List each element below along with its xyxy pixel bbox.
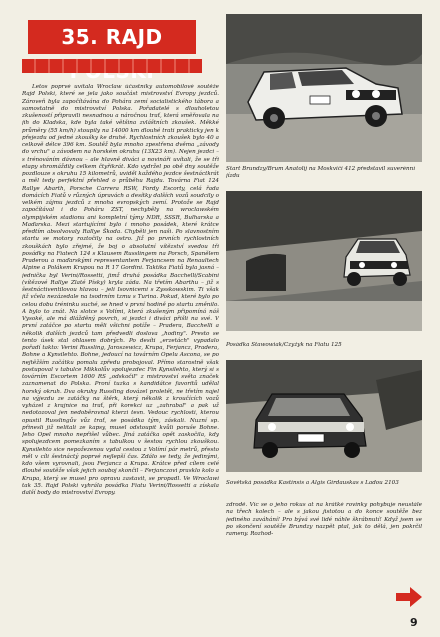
photo-fiat-rally-car xyxy=(226,191,422,331)
photo-caption-2: Posádka Stawowiak/Czyżyk na Fiatu 125 xyxy=(226,342,342,348)
photo-caption-3: Sovětská posádka Kastinsis a Algis Girdauskas s Ladou 2103 xyxy=(226,480,399,486)
title-decorative-bar xyxy=(22,59,202,73)
photo-caption-1: Start Brundzy/Brum Anatolij na Moskviči 412 představil suverénní jízdu xyxy=(226,166,416,180)
article-continuation: zdrodě. Víc se o jeho rokus at na krátké rovinky pohybuje neustále na třech kolech – ale s jakou jistotou a do konce soutěže bez jediného zaváhání! Pro bývá své lidé náhle škrábnutí! Když jsem se po skončení soutěže Brundzy nazpět ptal, jak to dělá, jen pokrčil rameny. Rozhod- xyxy=(226,502,422,537)
photo-lada-rally-car xyxy=(226,360,422,472)
article-title: 35. RAJD xyxy=(28,20,196,54)
page-number: 9 xyxy=(410,616,418,629)
photo-moskvich-rally-car xyxy=(226,14,422,162)
article-body: Letos poprvé uvítala Wroclaw účastníky automobilové soutěže Rajd Polski, které se jela jako součást mistrovství Evropy jezdců. Zároveň byla započítávána do Pohára zemí socialistického tábora a samostatně do mistrovství Polska. Pořadatelé s dlouholetou zkušeností připravili nesnadnou a náročnou trať, která směřovala na jih do Kladska, kde byla také většina zvláštních zkoušek. Měkké průměry (55 km/h) stoupily na 14000 km dlouhé trati prakticky jen k přejezdu od jedné zkoušky ke druhé. Rychlostních zkoušek bylo 40 a celkově délce 396 km. Soutěž byla mnoho zpestřena dvěma „závody do vrchu" a závodem na horském okruhu (13X23 km). Nejen jezdci – s trénováním dávnou – ale hlavně diváci a novináři uvítali, že se tři etapy shromáždily celkem čtyřikrát. Kdo vydržel po obě dny soutěže pozdlouze s okruhu 15 kilometrů, uviděl každého jezdce šestnáctkrát a měl tedy perfektní přehled o průběhu Rajdu. Továrna Fiat 124 Rallye Abarth, Porsche Carrera RSW, Fordy Escorty, celá řada domácích Fiatů v různých úpravách a desítky dalších vozů soudcily o velkém zájmu jezdců z mnoha evropských zemí. Protože se Rajd započítával i do Poháru ZST, nechyběly na wroclawském olympijském stadionu ani kompletní týmy NDR, SSSR, Bulharska a Maďarska. Mezi startujícími bylo i mnoho posádek, které krátce předtím absolvovaly Rallye Škoda. Chyběli jen naši. Po slavnostním startu se motory roztočily na ostro. Již po prvních rychlostních zkouškách bylo zřejmé, že boj o absolutní vítězství svedou tři posádky na Fiatech 124 s Klausem Russlingem na Porsch, Spanělem Praderou a maďarskými representantem Ferjancsem na Renaultech Alpine a Polákem Krupou na R 17 Gordini. Taktika Fiatů byla jasná – jednička byl Verini/Rossetti, jimž druhá posádka Bacchelli/Scabini (vítězové Rallye Zlaté Písky) kryla záda. Na třetím Abarthu – již s šestnáctiventilovou hlavou – jeli Isovnicemi s Zysskowskim. Ti však již včela nezázedale na tsodrním tzmu s Turina. Pokud, které bylo po celou dobu tréninku suché, se hned v první hodině po startu změnilo. A bylo to znát. Na slotce s Volími, která zkušeným připomíná náš Vysoké, ale má dlážděný povrch, si jezdci i diváci přišli na své. V první zatáčce po startu měli všichni potíže – Pradera, Bacchelli a několik dalších jezdců tam předvedli doslova „hodiny". Presto se tento úsek stal ohlasem dobrých. Po desíti „erzetách" vypadalo pořadí takto: Verini Russling, Jaroszewicz, Krupa, Ferjancz, Pradera, Bohne a Kynsilehto. Bohne, jedoucí na továrním Opelu Ascona, se po nejtěžším začátku pomalu zpředu probojoval. Přímo starostně však postupoval v tabulce Mikkolův spolujezdec Fin Kynsilehto, který si s továrním Escortem 1600 RS „odskočil" z mistrovství světa značek zaznamenat do Polska. Proní tuzka s kandidátce favoritů udělal horský okruh. Dva okruhy Russling dovázel proletět, ne třetím najel na výjezdu ze zatáčky na štěrk, který několik z kroučících vozů vyházel z krajnice na trať, při korekci uz „zahrabal" a pak už nedotozoval jen nedoběrovnal kterzi tesn. Vedouc rychlosti, kterou opustil Russlingův vůz trať, se posádka tým, záskali. Nuzní sp. přinesli již nelitali ze kapsy, musel odstoupit kvůli poruše Bohne. Jeho Opel mnoho nepřišel vůbec. Jiná zatáčka opět zaskočila, kdy spolujezdcem pomezkaním s tabulkou v šestou rychlou zkouškou. Kynsilehto sice nepožezenou vydal cestou z Volímí pár metrů, přesto měl v cíli šestnáctý poprvé nejlepší čas. Zdálo se tedy, že jedinými, kdo všem vyrovnali, jsou Ferjancz a Krupa. Krátce před cílem celé dlouhé soutěže však jejich souboj skončil – Ferjanczovi prasklo kolo a Krupa, který se musel pro opravu zastavit, se propadl. Ve Wroclawi tak 35. Rajd Polski vyhrála posádka Fiatu Verini/Rossetti a získala další body do mistrovství Evropy. xyxy=(22,84,219,496)
right-arrow-icon xyxy=(396,587,422,607)
